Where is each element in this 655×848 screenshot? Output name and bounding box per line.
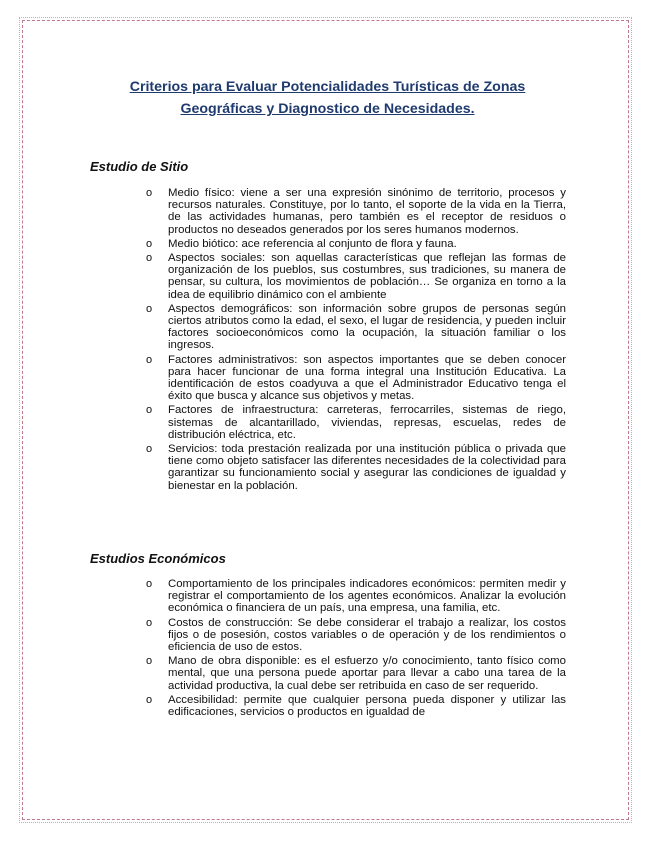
- bullet-icon: o: [146, 655, 153, 668]
- list-item: o Factores de infraestructura: carreteras, ferrocarriles, sistemas de riego, sistemas de alcantarillado, viviendas, represas, escuelas, redes de distribución eléctrica, etc.: [146, 404, 566, 441]
- section-heading-estudios-economicos: Estudios Económicos: [90, 551, 226, 566]
- list-item: o Medio biótico: ace referencia al conjunto de flora y fauna.: [146, 237, 457, 250]
- bullet-icon: o: [146, 443, 153, 456]
- list-item: o Factores administrativos: son aspectos importantes que se deben conocer para hacer funcionar de una forma integral una Institución Educativa. La identificación de estos coadyuva a que el Administrador Educativo tenga el éxito que busca y alcance sus objetivos y metas.: [146, 353, 566, 403]
- document-title: [80, 76, 575, 120]
- title-line-2: Geográficas y Diagnostico de Necesidades.: [180, 101, 475, 117]
- bullet-icon: o: [146, 578, 153, 590]
- bullet-icon: o: [146, 237, 153, 250]
- bullet-icon: o: [146, 693, 153, 706]
- bullet-icon: o: [146, 404, 153, 417]
- list-item: o Comportamiento de los principales indicadores económicos: permiten medir y registrar el comportamiento de los agentes económicos. Analizar la evolución económica o financiera de un país, una empresa, una familia, etc.: [146, 578, 566, 615]
- title-line-1: Criterios para Evaluar Potencialidades Turísticas de Zonas: [129, 79, 526, 95]
- list-item: o Costos de construcción: Se debe considerar el trabajo a realizar, los costos fijos o de posesión, costos variables o de operación y de los rendimientos o eficiencia de uso de estos.: [146, 616, 566, 654]
- section-list-estudios-economicos: [146, 578, 566, 720]
- section-heading-estudio-de-sitio: Estudio de Sitio: [90, 159, 189, 174]
- list-item: o Aspectos demográficos: son información sobre grupos de personas según ciertos atributos como la edad, el sexo, el lugar de residencia, y pueden incluir factores socioeconómicos como la ocupación, la situación familiar o los ingresos.: [146, 302, 566, 352]
- list-item: o Mano de obra disponible: es el esfuerzo y/o conocimiento, tanto físico como mental, que una persona puede aportar para llevar a cabo una tarea de la actividad productiva, la cual debe ser retribuida en caso de ser requerido.: [146, 655, 566, 692]
- list-item: o Medio físico: viene a ser una expresión sinónimo de territorio, procesos y recursos naturales. Constituye, por lo tanto, el soporte de la vida en la Tierra, de las actividades humanas, pero también es el receptor de residuos o productos no deseados generados por los seres humanos modernos.: [146, 187, 566, 236]
- bullet-icon: o: [146, 252, 153, 265]
- bullet-icon: o: [146, 353, 153, 366]
- list-item: o Servicios: toda prestación realizada por una institución pública o privada que tiene como objeto satisfacer las diferentes necesidades de la colectividad para garantizar su funcionamiento social y asegurar las condiciones de igualdad y bienestar en la población.: [146, 443, 566, 492]
- bullet-icon: o: [146, 187, 153, 199]
- bullet-icon: o: [146, 616, 153, 629]
- section-list-estudio-de-sitio: [146, 187, 566, 494]
- bullet-icon: o: [146, 302, 153, 315]
- list-item: o Accesibilidad: permite que cualquier persona pueda disponer y utilizar las edificaciones, servicios o productos en igualdad de: [146, 693, 566, 719]
- list-item: o Aspectos sociales: son aquellas características que reflejan las formas de organización de los pueblos, sus costumbres, sus tradiciones, su manera de pensar, su cultura, los movimientos de población… Se organiza en torno a la idea de equilibrio dinámico con el ambiente: [146, 252, 566, 301]
